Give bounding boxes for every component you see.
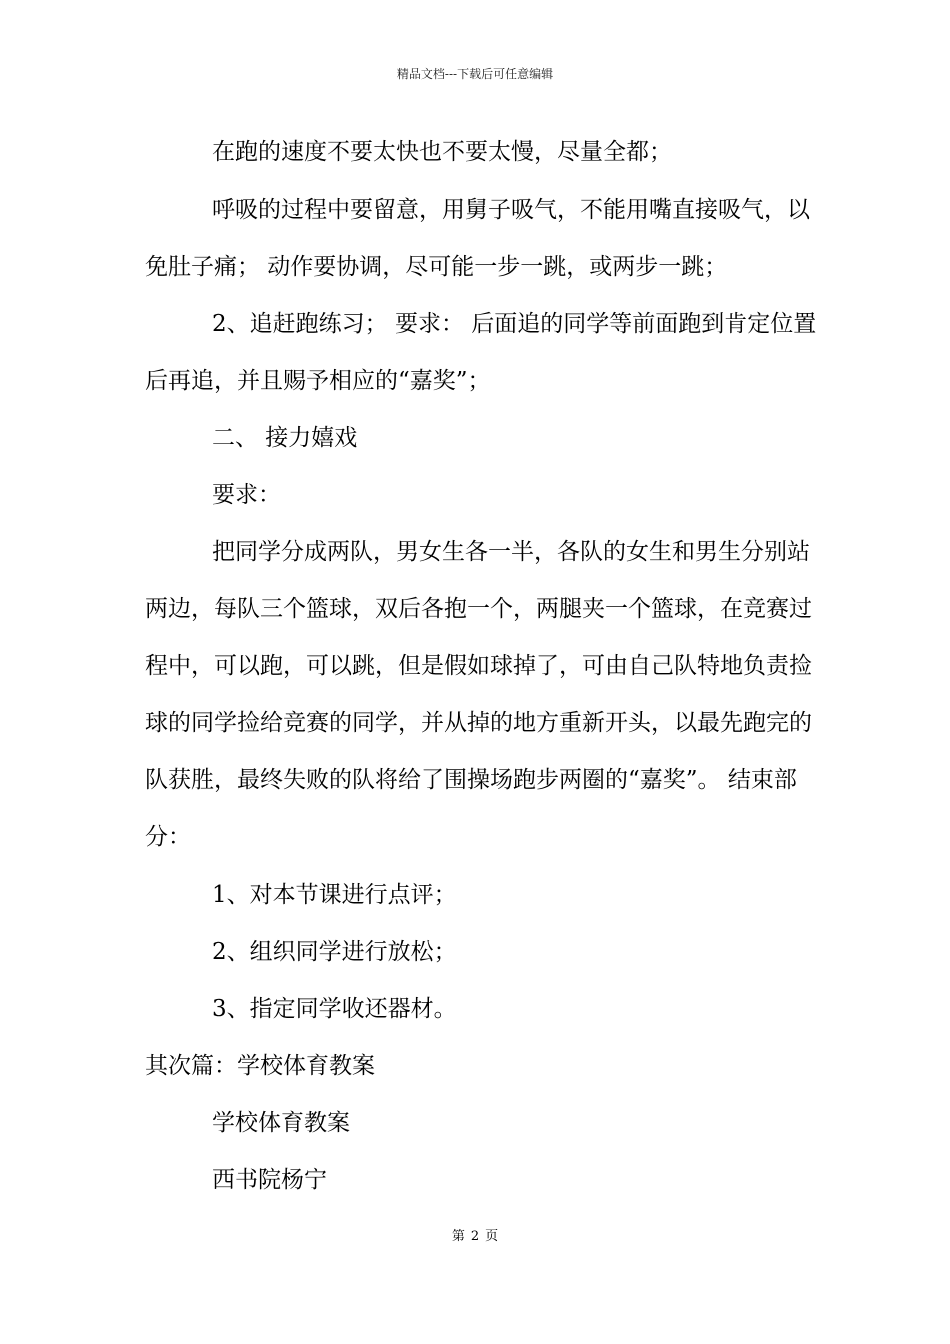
list-item: 3、指定同学收还器材。 (212, 996, 457, 1022)
body-line: 2、追赶跑练习； 要求： 后面追的同学等前面跑到肯定位置 (212, 311, 817, 337)
page-number: 2 (470, 1229, 480, 1244)
body-line: 把同学分成两队，男女生各一半，各队的女生和男生分别站 (212, 539, 810, 565)
page-prefix: 第 (451, 1229, 465, 1244)
section-title: 其次篇：学校体育教案 (145, 1053, 375, 1079)
section-heading: 二、 接力嬉戏 (212, 425, 358, 451)
body-line: 在跑的速度不要太快也不要太慢，尽量全都； (212, 139, 672, 165)
body-line: 后再追，并且赐予相应的“嘉奖”； (145, 368, 491, 394)
body-line: 程中，可以跑，可以跳，但是假如球掉了，可由自己队特地负责捡 (145, 653, 812, 679)
page-header: 精品文档---下载后可任意编辑 (396, 67, 554, 81)
list-item: 2、组织同学进行放松； (212, 939, 457, 965)
body-line: 两边，每队三个篮球，双后各抱一个，两腿夹一个篮球，在竞赛过 (145, 596, 812, 622)
body-line: 免肚子痛； 动作要协调，尽可能一步一跳，或两步一跳； (145, 254, 728, 280)
body-line: 球的同学捡给竞赛的同学，并从掉的地方重新开头，以最先跑完的 (145, 710, 812, 736)
body-line: 呼吸的过程中要留意，用舅子吸气，不能用嘴直接吸气，以 (212, 197, 810, 223)
document-title: 学校体育教案 (212, 1110, 350, 1136)
page-suffix: 页 (485, 1229, 499, 1244)
list-item: 1、对本节课进行点评； (212, 882, 457, 908)
author-line: 西书院杨宁 (212, 1167, 327, 1193)
body-line: 队获胜，最终失败的队将给了围操场跑步两圈的“嘉奖”。 结束部 (145, 767, 797, 793)
body-line: 分： (145, 824, 191, 850)
page-footer (0, 1228, 950, 1246)
body-line: 要求： (212, 482, 281, 508)
